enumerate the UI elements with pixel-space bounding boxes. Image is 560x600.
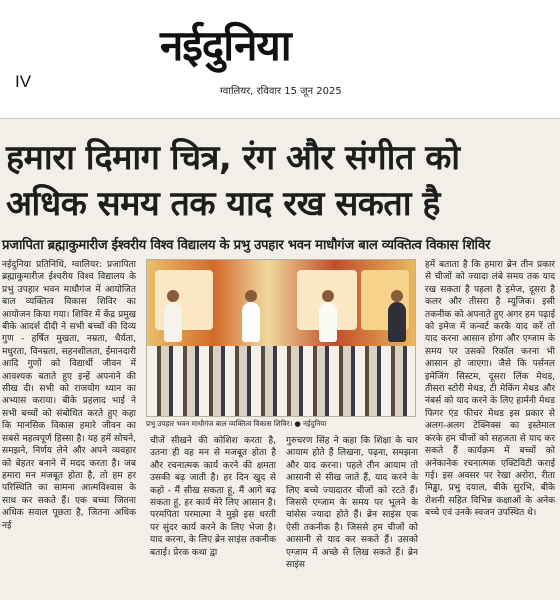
speaker-figure — [242, 302, 260, 342]
speaker-head — [245, 290, 257, 302]
speaker-head — [391, 290, 403, 302]
article-column-left: नईदुनिया प्रतिनिधि, ग्वालियर: प्रजापिता ब्रह्माकुमारीज ईश्वरीय विश्व विद्यालय के प्रभु उपहार भवन माधौगंज में आयोजित बाल व्यक्तित्व विकास शिविर का आयोजन किया गया। शिविर में केंद्र प्रमुख बीके आदर्श दीदी ने सभी बच्चों की दिव्य गुण - हर्षित मुखता, नम्रता, धैर्यता, मधुरता, विनम्रता, सहनशीलता, ईमानदारी आदि गुणों को विद्यार्थी जीवन में आवश्यक बताते हुए इन्हें अपनाने की सीख दी। सभी को राजयोग ध्यान का अभ्यास कराया। बीके प्रहलाद भाई ने सभी बच्चों को संबोधित करते हुए कहा कि मानसिक विकास हमारे जीवन का सबसे महत्वपूर्ण हिस्सा है। यह हमें सोचने, समझने, निर्णय लेने और अपने व्यवहार को बेहतर बनाने में मदद करता है। जब हमारा मन मजबूत होता है, तो हम हर परिस्थिति का सामना आत्मविश्वास के साथ कर सकते हैं। एक बच्चा जितना अधिक सवाल पूछता है, जितना अधिक नई — [2, 260, 136, 531]
speaker-figure — [164, 302, 182, 342]
photo-caption: प्रभु उपहार भवन माधौगंज बाल व्यक्तित्व विकास शिविर। ● नईदुनिया — [146, 419, 327, 428]
article-column-right: हमें बताता है कि हमारा ब्रेन तीन प्रकार से चीजों को ज्यादा लंबे समय तक याद रख सकता है पहला है इमेज, दूसरा है कलर और तीसरा है म्यूजिक। इसी तकनीक को अपनाते हुए अगर हम पढ़ाई को इमेज में कन्वर्ट करके याद करें तो याद करना आसान होगा और एग्जाम के समय पर उसको रिकॉल करना भी आसान हो जाएगा। जैसे कि पर्सनल इमेजिंग सिस्टम, दूसरा लिंक मेथड, तीसरा स्टोरी मेथड, टी मेकिंग मेथड और नंबर्स को याद करने के लिए हार्मनी मेथड फिगर एंड फीचर मेथड इस प्रकार से अलग-अलग टेक्निक्स का इस्तेमाल करके हम चीजों को सहजता से याद कर सकते हैं कार्यक्रम में बच्चों को अनेकानेक रचनात्मक एक्टिविटी कराई गई। इस अवसर पर रेखा अरोरा, रीता मिड्ढा, प्रभु दयाल, बीके सुरभि, बीके रोशनी सहित विभिन्न कक्षाओं के अनेक बच्चे एवं उनके स्वजन उपस्थित थे। — [425, 260, 555, 519]
newspaper-masthead — [0, 0, 560, 108]
photo-audience — [147, 346, 415, 417]
speaker-figure — [319, 302, 337, 342]
headline-line-1: हमारा दिमाग चित्र, रंग और संगीत को — [6, 138, 460, 178]
news-clipping — [0, 118, 560, 600]
speaker-head — [322, 290, 334, 302]
speaker-figure — [388, 302, 406, 342]
headline-line-2: अधिक समय तक याद रख सकता है — [6, 184, 440, 224]
page-number: IV — [15, 72, 32, 91]
dateline: ग्वालियर, रविवार 15 जून 2025 — [220, 86, 342, 97]
article-column-middle-2: गुरुचरण सिंह ने कहा कि शिक्षा के चार आयाम होते हैं लिखना, पढ़ना, समझना और याद करना। पहले तीन आयाम तो आसानी से सीख जाते हैं, याद करने के लिए बच्चे ज्यादातर चीजों को रटते हैं। जिससे एग्जाम के समय पर भूलने के चांसेस ज्यादा होते हैं। ब्रेन साइंस एक ऐसी तकनीक है। जिससे हम चीजों को आसानी से याद कर सकते हैं। उसको एग्जाम में अच्छे से लिख सकते हैं। ब्रेन साइंस — [286, 436, 418, 571]
event-photo — [146, 259, 416, 417]
newspaper-logo: नईदुनिया — [160, 21, 291, 70]
article-column-middle-1: चीजें सीखने की कोशिश करता है, उतना ही वह मन से मजबूत होता है और रचनात्मक कार्य करने की क्षमता उसकी बढ़ जाती है। हर दिन खुद से कहो - मैं सीख सकता हूं, मैं आगे बढ़ सकता हूं, हर कार्य मेरे लिए आसान है। परमपिता परमात्मा ने मुझे इस धरती पर सुंदर कार्य करने के लिए भेजा है। याद करना, के लिए ब्रेन साइंस तकनीक बताई। प्रेरक कथा द्वा — [150, 436, 276, 558]
subheadline: प्रजापिता ब्रह्माकुमारीज ईश्वरीय विश्व विद्यालय के प्रभु उपहार भवन माधौगंज बाल व्यक्तित्व विकास शिविर — [2, 238, 491, 253]
headline — [6, 135, 558, 227]
speaker-head — [167, 290, 179, 302]
